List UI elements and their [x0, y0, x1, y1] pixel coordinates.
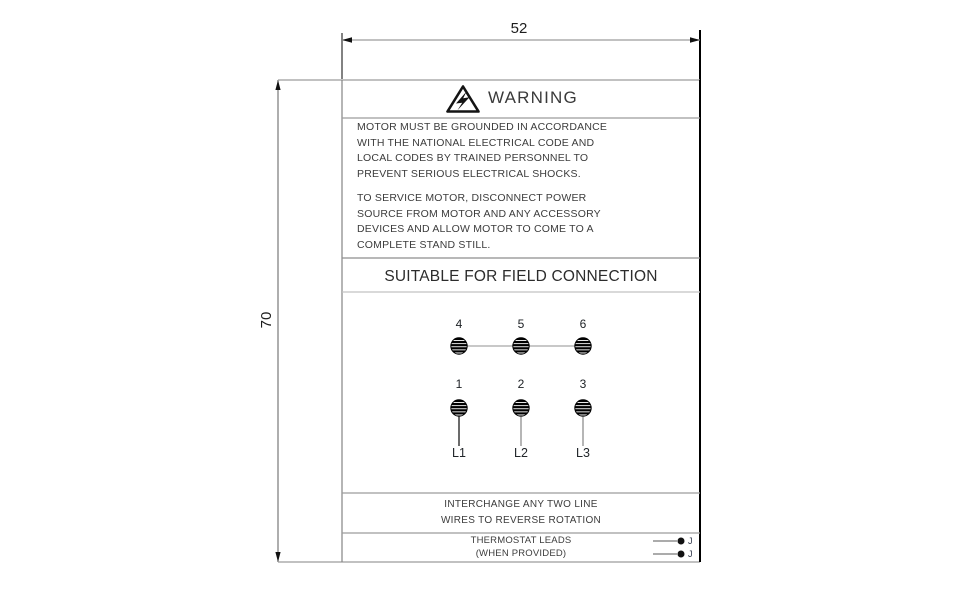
terminal-4-dot [451, 338, 467, 354]
width-dimension-label: 52 [510, 20, 528, 37]
terminal-6-dot [575, 338, 591, 354]
warning-text-line: PREVENT SERIOUS ELECTRICAL SHOCKS. [357, 167, 581, 180]
arrow-left-icon [342, 37, 352, 42]
high-voltage-triangle-icon [448, 87, 479, 112]
warning-text-line: DEVICES AND ALLOW MOTOR TO COME TO A [357, 223, 594, 236]
warning-text-line: WITH THE NATIONAL ELECTRICAL CODE AND [357, 136, 595, 149]
thermostat-note-line-2: (WHEN PROVIDED) [475, 548, 567, 559]
terminal-label-6: 6 [579, 317, 587, 331]
arrow-down-icon [275, 552, 280, 562]
warning-text-line: TO SERVICE MOTOR, DISCONNECT POWER [357, 192, 587, 204]
field-connection-title: SUITABLE FOR FIELD CONNECTION [384, 268, 658, 285]
line-lead-label-l1: L1 [452, 446, 466, 460]
terminal-5-dot [513, 338, 529, 354]
warning-text-line: LOCAL CODES BY TRAINED PERSONNEL TO [357, 152, 589, 165]
terminal-label-3: 3 [579, 377, 587, 391]
terminal-3-dot [575, 400, 591, 416]
terminal-label-2: 2 [517, 377, 525, 391]
warning-paragraph-2 [357, 191, 601, 253]
thermostat-lead-label-2: J [688, 549, 693, 559]
thermostat-note-line-1: THERMOSTAT LEADS [470, 535, 572, 546]
rotation-note-line: INTERCHANGE ANY TWO LINE [444, 499, 598, 510]
warning-text-line: SOURCE FROM MOTOR AND ANY ACCESSORY [357, 207, 601, 220]
line-lead-label-l3: L3 [576, 446, 590, 460]
warning-text-line: MOTOR MUST BE GROUNDED IN ACCORDANCE [357, 121, 608, 133]
arrow-right-icon [690, 37, 700, 42]
terminal-label-1: 1 [455, 377, 463, 391]
thermostat-lead-label-1: J [688, 536, 693, 546]
rotation-note [342, 497, 700, 530]
rotation-note-line: WIRES TO REVERSE ROTATION [440, 515, 602, 527]
warning-paragraph-1 [357, 120, 607, 182]
line-lead-label-l2: L2 [514, 446, 528, 460]
width-dimension-line [342, 30, 700, 80]
terminal-label-5: 5 [517, 317, 525, 331]
terminal-2-dot [513, 400, 529, 416]
warning-text-line: COMPLETE STAND STILL. [357, 238, 491, 251]
terminal-label-4: 4 [455, 317, 463, 331]
terminal-diagram-graphics [451, 338, 591, 446]
warning-title: WARNING [488, 88, 578, 107]
height-dimension-label: 70 [258, 311, 275, 329]
arrow-up-icon [275, 80, 280, 90]
terminal-1-dot [451, 400, 467, 416]
